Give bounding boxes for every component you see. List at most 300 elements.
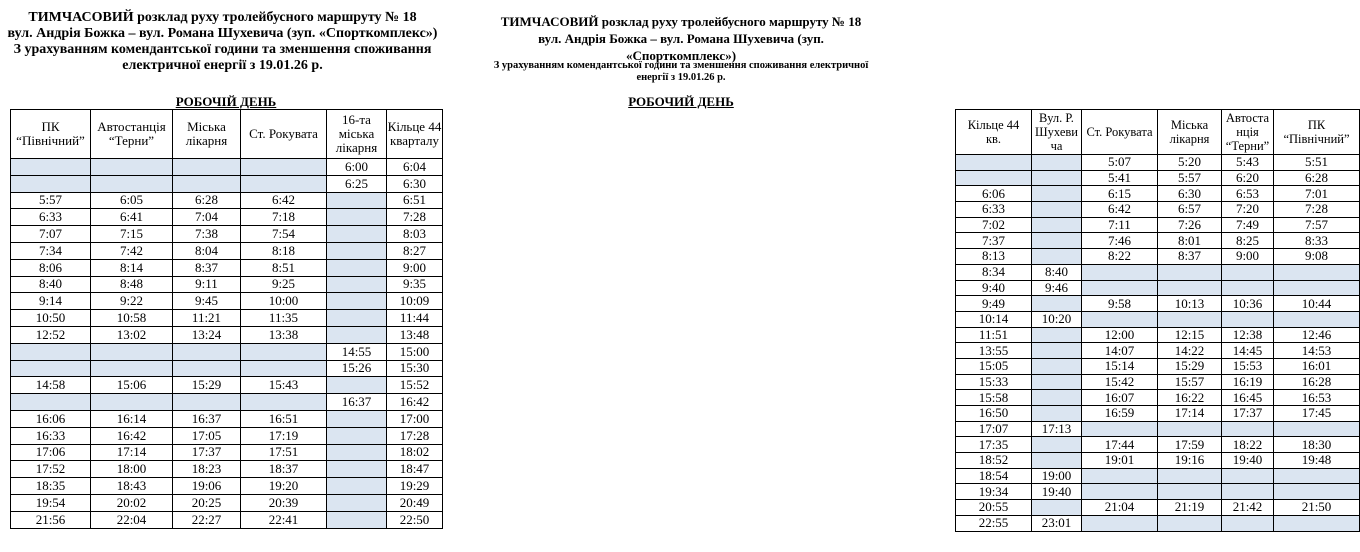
time-cell: 18:02 bbox=[387, 444, 443, 461]
time-cell: 10:13 bbox=[1158, 296, 1222, 312]
time-cell: 6:42 bbox=[241, 192, 327, 209]
time-cell: 7:46 bbox=[1082, 233, 1158, 249]
time-cell: 16:01 bbox=[1274, 358, 1360, 374]
time-cell: 19:48 bbox=[1274, 453, 1360, 469]
time-cell: 6:28 bbox=[173, 192, 241, 209]
table-row bbox=[956, 437, 1360, 453]
time-cell: 19:34 bbox=[956, 484, 1032, 500]
time-cell bbox=[1032, 390, 1082, 406]
column-header: ПК “Північний” bbox=[11, 110, 91, 159]
table-row bbox=[956, 327, 1360, 343]
time-cell bbox=[1158, 311, 1222, 327]
time-cell bbox=[327, 461, 387, 478]
table-row bbox=[956, 484, 1360, 500]
time-cell: 17:07 bbox=[956, 421, 1032, 437]
time-cell: 10:58 bbox=[91, 310, 173, 327]
time-cell bbox=[11, 159, 91, 176]
time-cell: 19:06 bbox=[173, 478, 241, 495]
table-row bbox=[956, 217, 1360, 233]
time-cell: 15:33 bbox=[956, 374, 1032, 390]
right-timetable bbox=[955, 109, 1360, 532]
right-subtitle bbox=[476, 60, 886, 84]
time-cell: 9:46 bbox=[1032, 280, 1082, 296]
time-cell: 8:06 bbox=[11, 259, 91, 276]
time-cell: 5:43 bbox=[1222, 155, 1274, 171]
time-cell: 7:28 bbox=[387, 209, 443, 226]
right-subtitle-line: енергії з 19.01.26 р. bbox=[636, 72, 726, 83]
time-cell: 8:34 bbox=[956, 264, 1032, 280]
time-cell: 16:28 bbox=[1274, 374, 1360, 390]
table-row bbox=[956, 264, 1360, 280]
time-cell: 17:44 bbox=[1082, 437, 1158, 453]
time-cell: 17:35 bbox=[956, 437, 1032, 453]
table-row bbox=[11, 159, 443, 176]
time-cell: 12:15 bbox=[1158, 327, 1222, 343]
time-cell: 8:14 bbox=[91, 259, 173, 276]
table-row bbox=[956, 390, 1360, 406]
left-day-label: РОБОЧІЙ ДЕНЬ bbox=[175, 94, 277, 109]
time-cell: 7:04 bbox=[173, 209, 241, 226]
table-row bbox=[11, 511, 443, 528]
time-cell: 16:59 bbox=[1082, 406, 1158, 422]
time-cell: 16:33 bbox=[11, 427, 91, 444]
left-title bbox=[0, 10, 445, 74]
time-cell: 16:37 bbox=[173, 410, 241, 427]
right-title-line: «Спорткомплекс») bbox=[625, 48, 737, 63]
column-header: Кільце 44 кварталу bbox=[387, 110, 443, 159]
table-row bbox=[956, 406, 1360, 422]
time-cell: 16:19 bbox=[1222, 374, 1274, 390]
time-cell bbox=[1222, 280, 1274, 296]
table-row bbox=[11, 209, 443, 226]
time-cell: 6:42 bbox=[1082, 202, 1158, 218]
time-cell: 15:06 bbox=[91, 377, 173, 394]
table-row bbox=[956, 358, 1360, 374]
time-cell: 17:45 bbox=[1274, 406, 1360, 422]
time-cell: 7:28 bbox=[1274, 202, 1360, 218]
time-cell: 18:43 bbox=[91, 478, 173, 495]
time-cell: 7:54 bbox=[241, 226, 327, 243]
time-cell: 21:56 bbox=[11, 511, 91, 528]
time-cell bbox=[1032, 155, 1082, 171]
time-cell: 18:37 bbox=[241, 461, 327, 478]
time-cell: 16:06 bbox=[11, 410, 91, 427]
time-cell bbox=[1158, 264, 1222, 280]
time-cell: 20:02 bbox=[91, 494, 173, 511]
time-cell: 6:06 bbox=[956, 186, 1032, 202]
time-cell: 14:53 bbox=[1274, 343, 1360, 359]
time-cell: 19:16 bbox=[1158, 453, 1222, 469]
time-cell bbox=[241, 394, 327, 411]
time-cell: 17:52 bbox=[11, 461, 91, 478]
table-row bbox=[11, 461, 443, 478]
table-row bbox=[956, 453, 1360, 469]
time-cell: 15:42 bbox=[1082, 374, 1158, 390]
time-cell: 9:40 bbox=[956, 280, 1032, 296]
time-cell: 12:46 bbox=[1274, 327, 1360, 343]
time-cell: 6:51 bbox=[387, 192, 443, 209]
time-cell bbox=[1032, 296, 1082, 312]
time-cell: 9:45 bbox=[173, 293, 241, 310]
time-cell bbox=[1082, 484, 1158, 500]
time-cell: 6:30 bbox=[1158, 186, 1222, 202]
right-day-label: РОБОЧИЙ ДЕНЬ bbox=[628, 94, 734, 109]
time-cell: 6:57 bbox=[1158, 202, 1222, 218]
table-row bbox=[11, 410, 443, 427]
time-cell: 8:25 bbox=[1222, 233, 1274, 249]
time-cell: 7:01 bbox=[1274, 186, 1360, 202]
time-cell bbox=[1032, 202, 1082, 218]
time-cell bbox=[327, 377, 387, 394]
header-row bbox=[956, 110, 1360, 155]
time-cell: 13:24 bbox=[173, 326, 241, 343]
time-cell: 19:01 bbox=[1082, 453, 1158, 469]
table-row bbox=[956, 249, 1360, 265]
time-cell: 19:54 bbox=[11, 494, 91, 511]
table-row bbox=[956, 500, 1360, 516]
table-row bbox=[956, 296, 1360, 312]
time-cell: 6:33 bbox=[956, 202, 1032, 218]
time-cell bbox=[1274, 484, 1360, 500]
time-cell bbox=[11, 175, 91, 192]
time-cell: 6:41 bbox=[91, 209, 173, 226]
time-cell: 15:58 bbox=[956, 390, 1032, 406]
time-cell: 21:19 bbox=[1158, 500, 1222, 516]
time-cell: 17:37 bbox=[173, 444, 241, 461]
time-cell bbox=[327, 326, 387, 343]
time-cell bbox=[1274, 468, 1360, 484]
time-cell: 11:44 bbox=[387, 310, 443, 327]
time-cell: 6:00 bbox=[327, 159, 387, 176]
time-cell: 6:28 bbox=[1274, 170, 1360, 186]
time-cell: 7:26 bbox=[1158, 217, 1222, 233]
table-row bbox=[11, 343, 443, 360]
column-header: Автоста нція “Терни” bbox=[1222, 110, 1274, 155]
left-title-line: ТИМЧАСОВИЙ розклад руху тролейбусного маршруту № 18 bbox=[28, 10, 417, 25]
time-cell: 16:37 bbox=[327, 394, 387, 411]
time-cell bbox=[1032, 406, 1082, 422]
time-cell bbox=[1082, 280, 1158, 296]
time-cell: 8:03 bbox=[387, 226, 443, 243]
time-cell: 8:13 bbox=[956, 249, 1032, 265]
time-cell bbox=[1158, 484, 1222, 500]
table-row bbox=[956, 468, 1360, 484]
time-cell: 9:35 bbox=[387, 276, 443, 293]
time-cell: 21:50 bbox=[1274, 500, 1360, 516]
time-cell: 10:50 bbox=[11, 310, 91, 327]
time-cell bbox=[11, 343, 91, 360]
time-cell: 9:11 bbox=[173, 276, 241, 293]
time-cell: 10:09 bbox=[387, 293, 443, 310]
time-cell bbox=[1032, 327, 1082, 343]
time-cell: 16:45 bbox=[1222, 390, 1274, 406]
time-cell: 15:26 bbox=[327, 360, 387, 377]
time-cell: 7:37 bbox=[956, 233, 1032, 249]
table-row bbox=[11, 444, 443, 461]
time-cell: 8:40 bbox=[1032, 264, 1082, 280]
time-cell: 20:39 bbox=[241, 494, 327, 511]
time-cell bbox=[173, 394, 241, 411]
table-row bbox=[11, 326, 443, 343]
time-cell: 8:18 bbox=[241, 242, 327, 259]
time-cell: 6:25 bbox=[327, 175, 387, 192]
column-header: Кільце 44 кв. bbox=[956, 110, 1032, 155]
time-cell: 14:22 bbox=[1158, 343, 1222, 359]
table-row bbox=[956, 155, 1360, 171]
time-cell: 16:42 bbox=[387, 394, 443, 411]
time-cell bbox=[1032, 374, 1082, 390]
time-cell: 9:49 bbox=[956, 296, 1032, 312]
time-cell bbox=[1032, 358, 1082, 374]
time-cell: 19:00 bbox=[1032, 468, 1082, 484]
time-cell: 18:23 bbox=[173, 461, 241, 478]
time-cell bbox=[91, 360, 173, 377]
time-cell: 21:04 bbox=[1082, 500, 1158, 516]
time-cell: 17:14 bbox=[91, 444, 173, 461]
column-header: Вул. Р. Шухеви ча bbox=[1032, 110, 1082, 155]
time-cell: 8:04 bbox=[173, 242, 241, 259]
time-cell: 9:08 bbox=[1274, 249, 1360, 265]
time-cell: 11:35 bbox=[241, 310, 327, 327]
time-cell bbox=[1032, 500, 1082, 516]
time-cell: 13:48 bbox=[387, 326, 443, 343]
time-cell bbox=[91, 175, 173, 192]
column-header: Автостанція “Терни” bbox=[91, 110, 173, 159]
time-cell: 14:55 bbox=[327, 343, 387, 360]
left-timetable bbox=[10, 109, 443, 529]
time-cell: 8:40 bbox=[11, 276, 91, 293]
time-cell bbox=[327, 209, 387, 226]
time-cell bbox=[1274, 311, 1360, 327]
time-cell: 6:33 bbox=[11, 209, 91, 226]
time-cell bbox=[327, 242, 387, 259]
time-cell: 15:57 bbox=[1158, 374, 1222, 390]
time-cell bbox=[1158, 515, 1222, 531]
time-cell bbox=[241, 343, 327, 360]
time-cell: 7:11 bbox=[1082, 217, 1158, 233]
table-row bbox=[956, 186, 1360, 202]
time-cell: 6:05 bbox=[91, 192, 173, 209]
time-cell: 16:14 bbox=[91, 410, 173, 427]
time-cell: 6:20 bbox=[1222, 170, 1274, 186]
time-cell bbox=[1222, 484, 1274, 500]
time-cell bbox=[1274, 421, 1360, 437]
time-cell bbox=[1032, 249, 1082, 265]
time-cell bbox=[327, 226, 387, 243]
time-cell bbox=[1274, 264, 1360, 280]
time-cell bbox=[327, 293, 387, 310]
time-cell bbox=[1082, 468, 1158, 484]
time-cell bbox=[1082, 421, 1158, 437]
time-cell: 17:19 bbox=[241, 427, 327, 444]
time-cell: 15:29 bbox=[173, 377, 241, 394]
time-cell: 18:30 bbox=[1274, 437, 1360, 453]
time-cell: 8:37 bbox=[1158, 249, 1222, 265]
time-cell: 8:01 bbox=[1158, 233, 1222, 249]
time-cell bbox=[1032, 343, 1082, 359]
time-cell bbox=[1222, 264, 1274, 280]
time-cell bbox=[173, 360, 241, 377]
time-cell bbox=[327, 494, 387, 511]
time-cell: 9:22 bbox=[91, 293, 173, 310]
time-cell: 16:53 bbox=[1274, 390, 1360, 406]
table-row bbox=[956, 233, 1360, 249]
time-cell: 5:07 bbox=[1082, 155, 1158, 171]
time-cell: 14:07 bbox=[1082, 343, 1158, 359]
time-cell: 9:25 bbox=[241, 276, 327, 293]
time-cell: 17:37 bbox=[1222, 406, 1274, 422]
time-cell bbox=[1222, 515, 1274, 531]
time-cell: 17:06 bbox=[11, 444, 91, 461]
time-cell bbox=[1082, 264, 1158, 280]
time-cell bbox=[1222, 311, 1274, 327]
time-cell: 23:01 bbox=[1032, 515, 1082, 531]
time-cell: 5:20 bbox=[1158, 155, 1222, 171]
table-row bbox=[956, 311, 1360, 327]
table-row bbox=[11, 427, 443, 444]
table-row bbox=[956, 343, 1360, 359]
time-cell: 22:41 bbox=[241, 511, 327, 528]
time-cell bbox=[173, 175, 241, 192]
column-header: Ст. Рокувата bbox=[241, 110, 327, 159]
time-cell bbox=[1032, 233, 1082, 249]
time-cell: 12:38 bbox=[1222, 327, 1274, 343]
time-cell: 9:00 bbox=[387, 259, 443, 276]
time-cell bbox=[11, 360, 91, 377]
table-row bbox=[956, 202, 1360, 218]
table-row bbox=[11, 310, 443, 327]
table-row bbox=[11, 360, 443, 377]
time-cell bbox=[327, 410, 387, 427]
time-cell: 17:28 bbox=[387, 427, 443, 444]
time-cell: 15:53 bbox=[1222, 358, 1274, 374]
time-cell: 12:52 bbox=[11, 326, 91, 343]
time-cell: 22:50 bbox=[387, 511, 443, 528]
time-cell bbox=[173, 159, 241, 176]
time-cell: 19:40 bbox=[1032, 484, 1082, 500]
left-title-line: електричної енергії з 19.01.26 р. bbox=[122, 58, 323, 73]
right-subtitle-line: З урахуванням комендантської години та зменшення споживання електричної bbox=[493, 60, 869, 71]
time-cell bbox=[956, 155, 1032, 171]
time-cell: 22:55 bbox=[956, 515, 1032, 531]
time-cell bbox=[1082, 515, 1158, 531]
time-cell: 7:18 bbox=[241, 209, 327, 226]
time-cell: 8:48 bbox=[91, 276, 173, 293]
time-cell bbox=[1274, 515, 1360, 531]
column-header: Міська лікарня bbox=[173, 110, 241, 159]
time-cell: 7:38 bbox=[173, 226, 241, 243]
time-cell: 15:52 bbox=[387, 377, 443, 394]
table-row bbox=[11, 226, 443, 243]
time-cell bbox=[1032, 186, 1082, 202]
time-cell bbox=[327, 310, 387, 327]
time-cell: 5:57 bbox=[1158, 170, 1222, 186]
table-row bbox=[11, 377, 443, 394]
time-cell: 5:51 bbox=[1274, 155, 1360, 171]
time-cell bbox=[1082, 311, 1158, 327]
time-cell: 19:20 bbox=[241, 478, 327, 495]
table-row bbox=[11, 494, 443, 511]
time-cell bbox=[1032, 453, 1082, 469]
time-cell: 18:47 bbox=[387, 461, 443, 478]
time-cell bbox=[1222, 421, 1274, 437]
time-cell bbox=[91, 159, 173, 176]
time-cell: 19:29 bbox=[387, 478, 443, 495]
time-cell bbox=[1032, 170, 1082, 186]
time-cell: 18:35 bbox=[11, 478, 91, 495]
time-cell bbox=[327, 192, 387, 209]
time-cell: 12:00 bbox=[1082, 327, 1158, 343]
table-row bbox=[956, 280, 1360, 296]
time-cell: 8:51 bbox=[241, 259, 327, 276]
time-cell: 9:14 bbox=[11, 293, 91, 310]
table-row bbox=[11, 293, 443, 310]
table-row bbox=[956, 515, 1360, 531]
time-cell: 15:14 bbox=[1082, 358, 1158, 374]
time-cell: 17:13 bbox=[1032, 421, 1082, 437]
time-cell: 14:45 bbox=[1222, 343, 1274, 359]
time-cell: 6:30 bbox=[387, 175, 443, 192]
table-row bbox=[11, 259, 443, 276]
time-cell: 14:58 bbox=[11, 377, 91, 394]
time-cell: 22:04 bbox=[91, 511, 173, 528]
time-cell: 16:50 bbox=[956, 406, 1032, 422]
time-cell: 8:27 bbox=[387, 242, 443, 259]
time-cell: 7:49 bbox=[1222, 217, 1274, 233]
time-cell: 17:05 bbox=[173, 427, 241, 444]
time-cell: 11:51 bbox=[956, 327, 1032, 343]
column-header: Міська лікарня bbox=[1158, 110, 1222, 155]
time-cell: 17:14 bbox=[1158, 406, 1222, 422]
time-cell bbox=[173, 343, 241, 360]
time-cell: 15:30 bbox=[387, 360, 443, 377]
time-cell bbox=[91, 394, 173, 411]
time-cell bbox=[327, 478, 387, 495]
time-cell: 7:15 bbox=[91, 226, 173, 243]
column-header: 16-та міська лікарня bbox=[327, 110, 387, 159]
time-cell: 18:22 bbox=[1222, 437, 1274, 453]
time-cell: 6:53 bbox=[1222, 186, 1274, 202]
table-row bbox=[11, 242, 443, 259]
time-cell: 7:07 bbox=[11, 226, 91, 243]
table-row bbox=[11, 192, 443, 209]
header-row bbox=[11, 110, 443, 159]
time-cell: 11:21 bbox=[173, 310, 241, 327]
time-cell bbox=[956, 170, 1032, 186]
time-cell bbox=[327, 276, 387, 293]
time-cell: 10:20 bbox=[1032, 311, 1082, 327]
time-cell: 13:02 bbox=[91, 326, 173, 343]
time-cell: 17:59 bbox=[1158, 437, 1222, 453]
time-cell bbox=[327, 259, 387, 276]
time-cell bbox=[1222, 468, 1274, 484]
time-cell bbox=[241, 159, 327, 176]
time-cell bbox=[91, 343, 173, 360]
time-cell bbox=[1158, 421, 1222, 437]
time-cell: 10:14 bbox=[956, 311, 1032, 327]
time-cell: 16:07 bbox=[1082, 390, 1158, 406]
right-title-line: вул. Андрія Божка – вул. Романа Шухевича (зуп. bbox=[538, 31, 824, 46]
time-cell: 18:54 bbox=[956, 468, 1032, 484]
time-cell: 6:04 bbox=[387, 159, 443, 176]
time-cell: 18:52 bbox=[956, 453, 1032, 469]
time-cell: 15:05 bbox=[956, 358, 1032, 374]
time-cell bbox=[11, 394, 91, 411]
time-cell: 15:43 bbox=[241, 377, 327, 394]
time-cell bbox=[1158, 280, 1222, 296]
time-cell: 5:57 bbox=[11, 192, 91, 209]
time-cell: 17:51 bbox=[241, 444, 327, 461]
